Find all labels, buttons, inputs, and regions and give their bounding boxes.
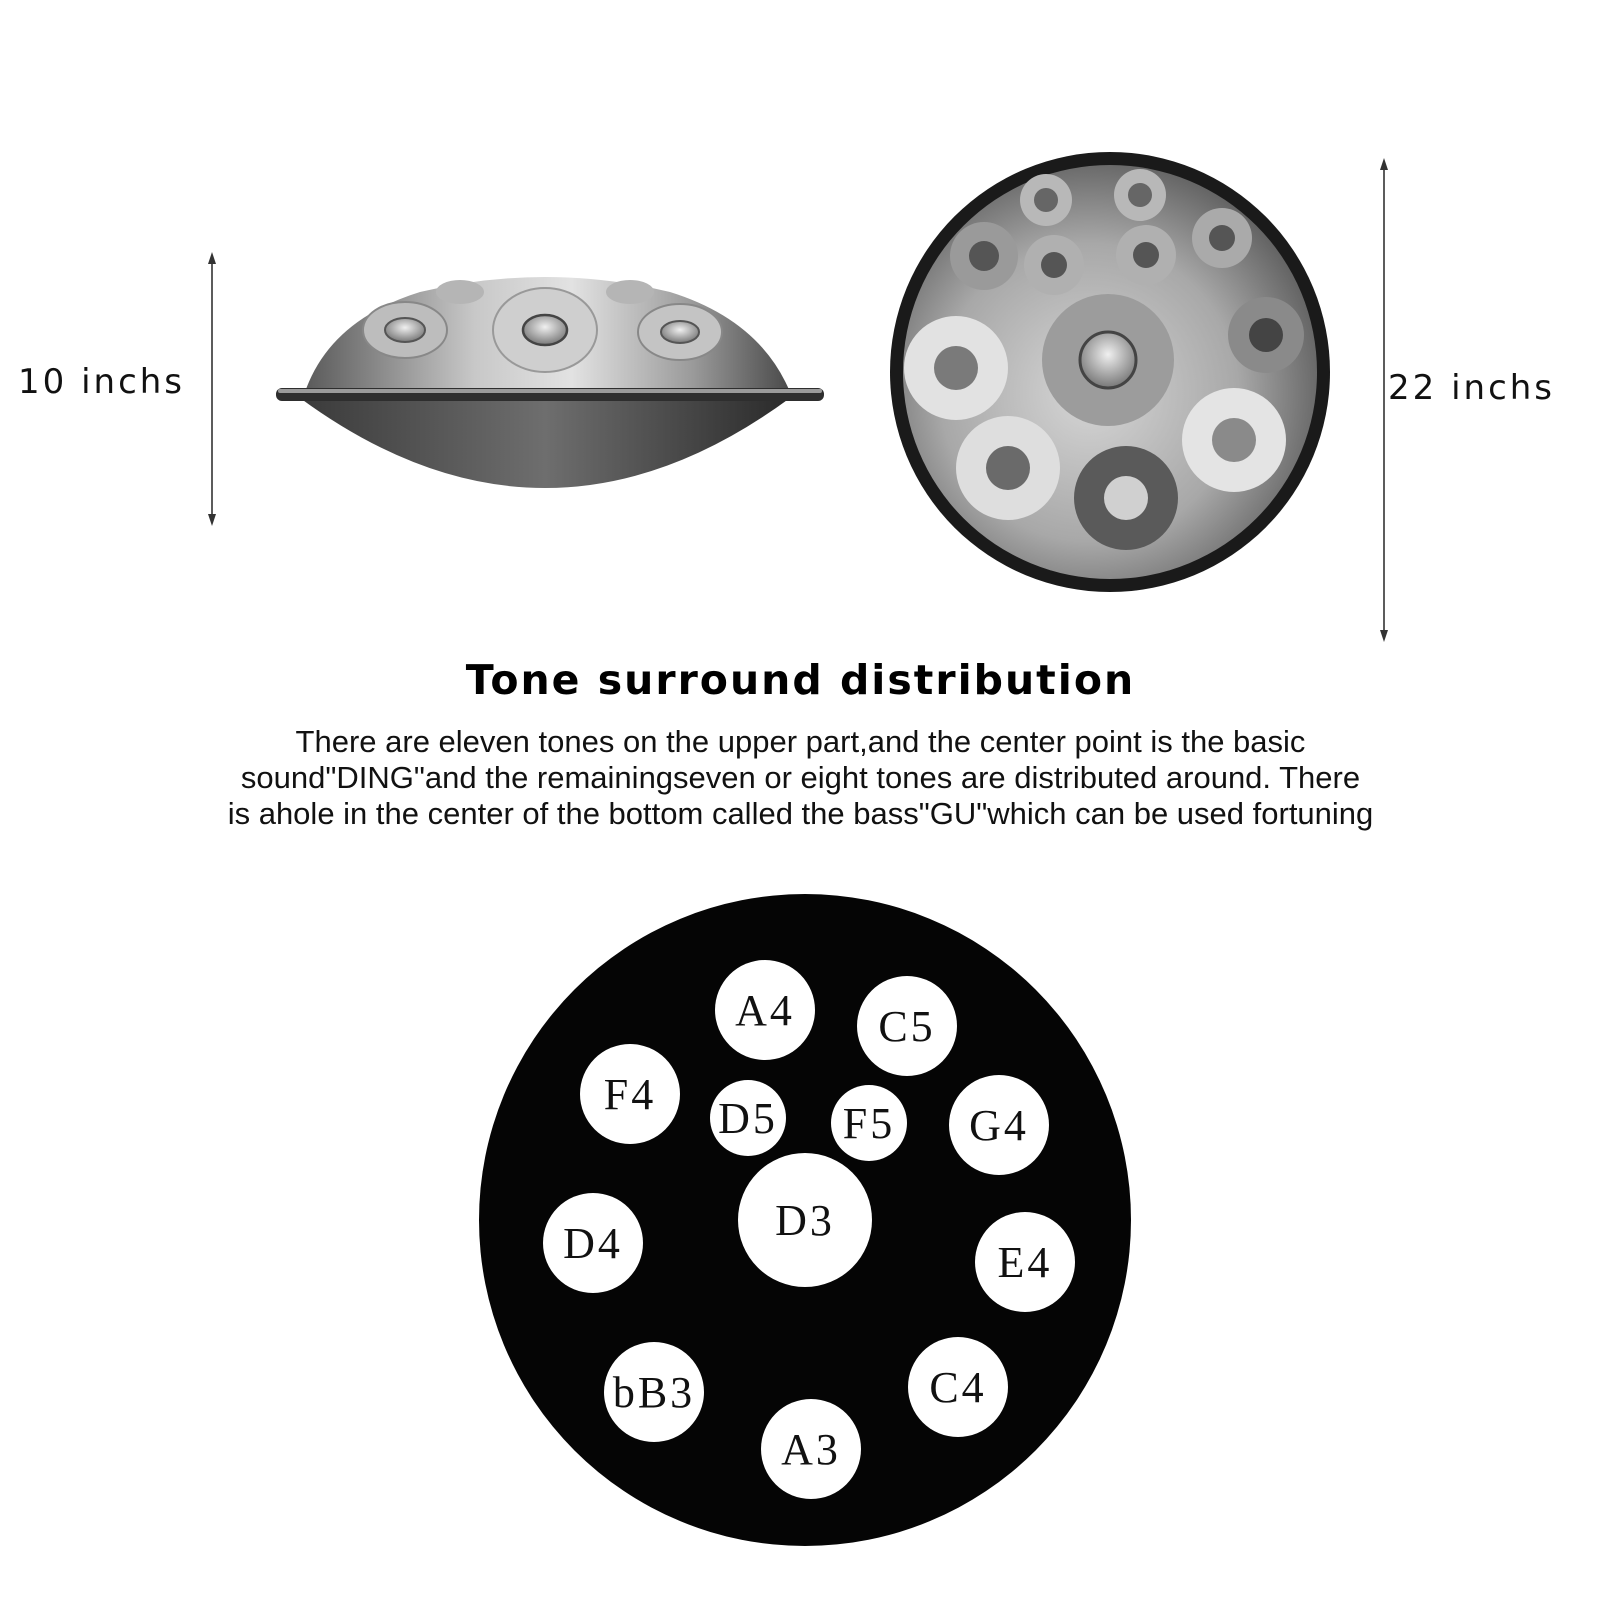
description-text — [60, 724, 1541, 832]
height-arrow — [208, 252, 216, 526]
diameter-dimension-label: 22 inchs — [1388, 368, 1556, 408]
note-label: A4 — [735, 986, 795, 1035]
note-label: C4 — [929, 1363, 987, 1412]
note-label: bB3 — [612, 1368, 696, 1417]
section-title: Tone surround distribution — [465, 656, 1136, 704]
height-dimension-label: 10 inchs — [18, 362, 186, 402]
note-label: G4 — [969, 1101, 1029, 1150]
note-label: D5 — [718, 1094, 778, 1143]
description-line: is ahole in the center of the bottom called the bass"GU"which can be used fortuning — [227, 796, 1374, 831]
note-label: F5 — [842, 1099, 896, 1148]
diameter-arrow — [1380, 158, 1388, 642]
handpan-top-view — [890, 152, 1330, 592]
note-label: E4 — [997, 1238, 1053, 1287]
note-label: D4 — [563, 1219, 623, 1268]
note-label: C5 — [878, 1002, 936, 1051]
description-line: There are eleven tones on the upper part,and the center point is the basic — [295, 724, 1306, 759]
note-label: F4 — [603, 1070, 657, 1119]
description-line: sound"DING"and the remainingseven or eight tones are distributed around. There — [240, 760, 1361, 795]
tone-map — [479, 894, 1131, 1546]
handpan-side-view — [276, 277, 824, 488]
note-label: D3 — [775, 1196, 835, 1245]
note-label: A3 — [781, 1425, 841, 1474]
